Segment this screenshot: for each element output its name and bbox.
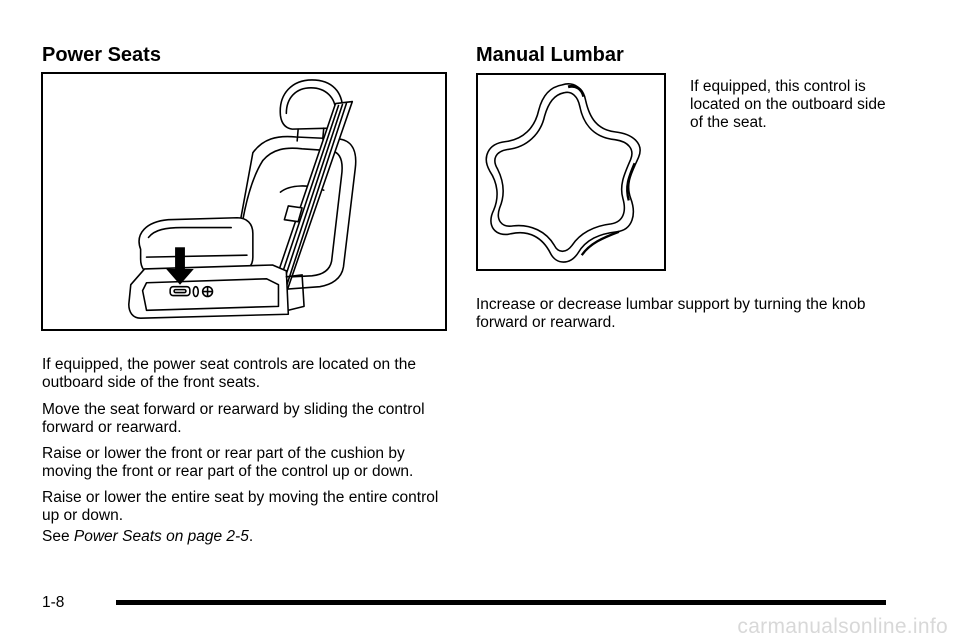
- lumbar-knob-illustration-icon: [478, 75, 664, 269]
- power-seats-paragraph-1: If equipped, the power seat controls are located on the outboard side of the front seats.: [42, 356, 416, 391]
- see-reference-link[interactable]: Power Seats on page 2-5: [73, 528, 249, 545]
- power-seat-figure: [41, 72, 447, 331]
- lumbar-figure-caption: If equipped, this control is located on the outboard side of the seat.: [690, 78, 886, 131]
- see-suffix: .: [248, 528, 254, 545]
- power-seats-paragraph-4: Raise or lower the entire seat by moving the entire control up or down.: [42, 489, 439, 524]
- footer-rule: [116, 600, 886, 605]
- power-seats-heading: Power Seats: [42, 44, 161, 66]
- manual-lumbar-heading: Manual Lumbar: [476, 44, 624, 66]
- power-seat-illustration-icon: [43, 74, 445, 329]
- power-seats-paragraph-3: Raise or lower the front or rear part of the cushion by moving the front or rear part of the control up or down.: [42, 445, 414, 480]
- power-seats-paragraph-2: Move the seat forward or rearward by sliding the control forward or rearward.: [42, 401, 425, 436]
- power-seats-see-reference: [42, 528, 447, 546]
- lumbar-paragraph: Increase or decrease lumbar support by turning the knob forward or rearward.: [476, 296, 866, 331]
- watermark-text: carmanualsonline.info: [737, 615, 948, 638]
- page-number: 1-8: [42, 594, 65, 611]
- see-prefix: See: [42, 528, 74, 545]
- lumbar-figure: [476, 73, 666, 271]
